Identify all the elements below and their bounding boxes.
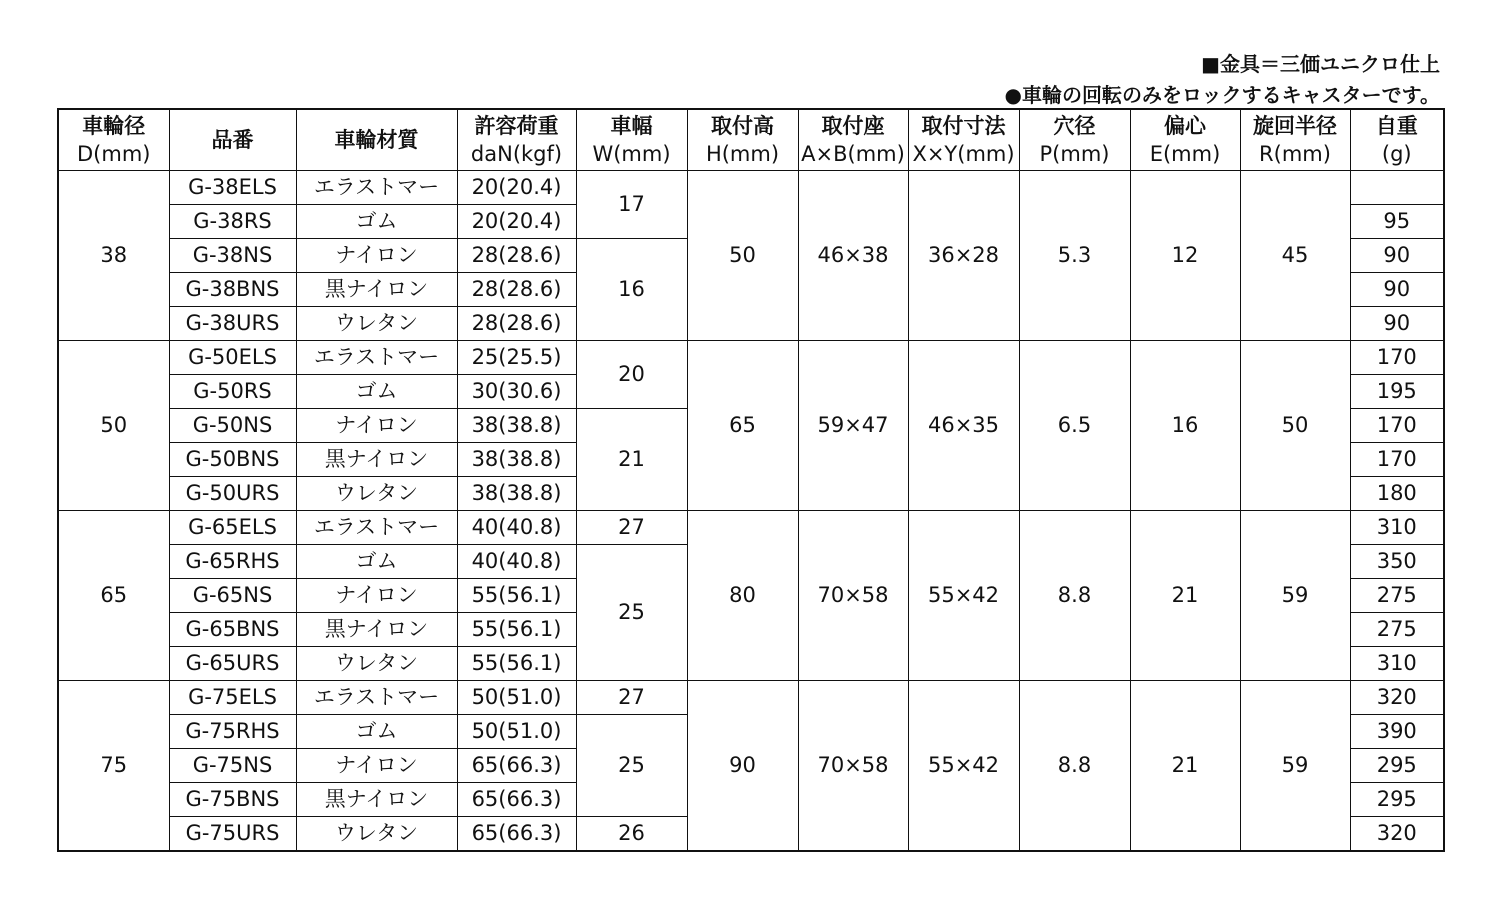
load-cell: 65(66.3) xyxy=(457,817,576,852)
part-number-cell: G-75NS xyxy=(169,749,296,783)
material-cell: ナイロン xyxy=(296,409,457,443)
mount-height-cell: 90 xyxy=(687,681,798,852)
hole-diameter-cell: 8.8 xyxy=(1019,511,1130,681)
part-number-cell: G-75RHS xyxy=(169,715,296,749)
header-label: 取付高 xyxy=(711,113,774,138)
weight-cell: 350 xyxy=(1350,545,1444,579)
wheel-width-cell: 27 xyxy=(576,681,687,715)
wheel-width-cell: 25 xyxy=(576,545,687,681)
weight-cell: 180 xyxy=(1350,477,1444,511)
wheel-width-cell: 16 xyxy=(576,239,687,341)
header-swivel-radius xyxy=(1240,109,1350,171)
mount-plate-cell: 70×58 xyxy=(798,511,908,681)
load-cell: 38(38.8) xyxy=(457,409,576,443)
header-label: 許容荷重 xyxy=(474,113,559,138)
material-cell: ウレタン xyxy=(296,307,457,341)
part-number-cell: G-50URS xyxy=(169,477,296,511)
mount-height-cell: 80 xyxy=(687,511,798,681)
load-cell: 28(28.6) xyxy=(457,239,576,273)
part-number-cell: G-65ELS xyxy=(169,511,296,545)
offset-cell: 21 xyxy=(1130,681,1240,852)
load-cell: 38(38.8) xyxy=(457,477,576,511)
load-cell: 20(20.4) xyxy=(457,171,576,205)
material-cell: ナイロン xyxy=(296,579,457,613)
wheel-width-cell: 21 xyxy=(576,409,687,511)
load-cell: 20(20.4) xyxy=(457,205,576,239)
table-row xyxy=(58,341,1444,375)
material-cell: 黒ナイロン xyxy=(296,783,457,817)
header-label: 旋回半径 xyxy=(1253,113,1337,138)
header-unit: H(mm) xyxy=(705,142,780,166)
header-diameter xyxy=(58,109,169,171)
part-number-cell: G-50NS xyxy=(169,409,296,443)
load-cell: 55(56.1) xyxy=(457,613,576,647)
wheel-width-cell: 17 xyxy=(576,171,687,239)
offset-cell: 21 xyxy=(1130,511,1240,681)
header-label: 偏心 xyxy=(1164,113,1206,138)
part-number-cell: G-50BNS xyxy=(169,443,296,477)
part-number-cell: G-50ELS xyxy=(169,341,296,375)
load-cell: 65(66.3) xyxy=(457,749,576,783)
diameter-cell: 38 xyxy=(58,171,169,341)
material-cell: 黒ナイロン xyxy=(296,443,457,477)
part-number-cell: G-38URS xyxy=(169,307,296,341)
mount-pitch-cell: 46×35 xyxy=(908,341,1019,511)
weight-cell: 195 xyxy=(1350,375,1444,409)
load-cell: 50(51.0) xyxy=(457,715,576,749)
load-cell: 28(28.6) xyxy=(457,307,576,341)
diameter-cell: 65 xyxy=(58,511,169,681)
header-unit: P(mm) xyxy=(1039,142,1110,166)
material-cell: ウレタン xyxy=(296,817,457,852)
part-number-cell: G-50RS xyxy=(169,375,296,409)
header-unit: D(mm) xyxy=(77,142,151,166)
material-cell: エラストマー xyxy=(296,171,457,205)
header-weight xyxy=(1350,109,1444,171)
mount-pitch-cell: 36×28 xyxy=(908,171,1019,341)
weight-cell: 295 xyxy=(1350,749,1444,783)
material-cell: エラストマー xyxy=(296,511,457,545)
part-number-cell: G-38RS xyxy=(169,205,296,239)
swivel-radius-cell: 45 xyxy=(1240,171,1350,341)
lock-note: ●車輪の回転のみをロックするキャスターです。 xyxy=(1004,83,1440,107)
material-cell: ナイロン xyxy=(296,239,457,273)
header-unit: R(mm) xyxy=(1259,142,1331,166)
load-cell: 65(66.3) xyxy=(457,783,576,817)
header-label: 穴径 xyxy=(1053,113,1096,138)
weight-cell: 95 xyxy=(1350,205,1444,239)
caster-spec-table xyxy=(57,108,1445,852)
weight-cell: 390 xyxy=(1350,715,1444,749)
material-cell: ウレタン xyxy=(296,647,457,681)
part-number-cell: G-38NS xyxy=(169,239,296,273)
hole-diameter-cell: 6.5 xyxy=(1019,341,1130,511)
header-mount-height xyxy=(687,109,798,171)
mount-height-cell: 65 xyxy=(687,341,798,511)
header-label: 品番 xyxy=(211,127,254,152)
header-part-number xyxy=(169,109,296,171)
part-number-cell: G-38BNS xyxy=(169,273,296,307)
offset-cell: 16 xyxy=(1130,341,1240,511)
part-number-cell: G-75URS xyxy=(169,817,296,852)
swivel-radius-cell: 59 xyxy=(1240,681,1350,852)
hole-diameter-cell: 5.3 xyxy=(1019,171,1130,341)
weight-cell: 90 xyxy=(1350,273,1444,307)
header-row xyxy=(58,109,1444,171)
mount-pitch-cell: 55×42 xyxy=(908,511,1019,681)
weight-cell: 90 xyxy=(1350,239,1444,273)
material-cell: ナイロン xyxy=(296,749,457,783)
weight-cell: 310 xyxy=(1350,511,1444,545)
mount-plate-cell: 46×38 xyxy=(798,171,908,341)
load-cell: 40(40.8) xyxy=(457,545,576,579)
load-cell: 38(38.8) xyxy=(457,443,576,477)
header-allowable-load xyxy=(457,109,576,171)
header-unit: daN(kgf) xyxy=(470,142,563,166)
mount-height-cell: 50 xyxy=(687,171,798,341)
header-mount-pitch xyxy=(908,109,1019,171)
diameter-cell: 75 xyxy=(58,681,169,852)
wheel-width-cell: 27 xyxy=(576,511,687,545)
header-label: 車輪材質 xyxy=(334,127,419,152)
load-cell: 30(30.6) xyxy=(457,375,576,409)
weight-cell: 295 xyxy=(1350,783,1444,817)
header-mount-plate xyxy=(798,109,908,171)
finish-note: ■金具＝三価ユニクロ仕上 xyxy=(1201,52,1440,76)
table-row xyxy=(58,681,1444,715)
part-number-cell: G-38ELS xyxy=(169,171,296,205)
table-row xyxy=(58,171,1444,205)
load-cell: 50(51.0) xyxy=(457,681,576,715)
weight-cell: 320 xyxy=(1350,681,1444,715)
load-cell: 25(25.5) xyxy=(457,341,576,375)
mount-plate-cell: 59×47 xyxy=(798,341,908,511)
load-cell: 28(28.6) xyxy=(457,273,576,307)
table-body xyxy=(58,171,1444,852)
part-number-cell: G-75ELS xyxy=(169,681,296,715)
mount-pitch-cell: 55×42 xyxy=(908,681,1019,852)
weight-cell: 320 xyxy=(1350,817,1444,852)
material-cell: エラストマー xyxy=(296,341,457,375)
weight-cell: 275 xyxy=(1350,579,1444,613)
hole-diameter-cell: 8.8 xyxy=(1019,681,1130,852)
header-unit: (g) xyxy=(1381,142,1412,166)
weight-cell: 170 xyxy=(1350,341,1444,375)
material-cell: ゴム xyxy=(296,715,457,749)
header-label: 取付寸法 xyxy=(921,113,1006,138)
header-label: 車輪径 xyxy=(82,113,146,138)
material-cell: ゴム xyxy=(296,545,457,579)
part-number-cell: G-65URS xyxy=(169,647,296,681)
header-label: 取付座 xyxy=(821,113,885,138)
header-material xyxy=(296,109,457,171)
weight-cell xyxy=(1350,171,1444,205)
header-label: 自重 xyxy=(1375,113,1418,138)
material-cell: ウレタン xyxy=(296,477,457,511)
part-number-cell: G-65NS xyxy=(169,579,296,613)
wheel-width-cell: 20 xyxy=(576,341,687,409)
load-cell: 55(56.1) xyxy=(457,579,576,613)
material-cell: エラストマー xyxy=(296,681,457,715)
table-row xyxy=(58,511,1444,545)
header-unit: A×B(mm) xyxy=(801,142,905,166)
header-hole-diameter xyxy=(1019,109,1130,171)
load-cell: 40(40.8) xyxy=(457,511,576,545)
mount-plate-cell: 70×58 xyxy=(798,681,908,852)
header-wheel-width xyxy=(576,109,687,171)
material-cell: 黒ナイロン xyxy=(296,273,457,307)
part-number-cell: G-65BNS xyxy=(169,613,296,647)
material-cell: ゴム xyxy=(296,375,457,409)
wheel-width-cell: 25 xyxy=(576,715,687,817)
part-number-cell: G-65RHS xyxy=(169,545,296,579)
header-label: 車幅 xyxy=(610,113,653,138)
header-unit: E(mm) xyxy=(1149,142,1221,166)
weight-cell: 170 xyxy=(1350,443,1444,477)
header-offset xyxy=(1130,109,1240,171)
weight-cell: 275 xyxy=(1350,613,1444,647)
part-number-cell: G-75BNS xyxy=(169,783,296,817)
swivel-radius-cell: 50 xyxy=(1240,341,1350,511)
wheel-width-cell: 26 xyxy=(576,817,687,852)
material-cell: 黒ナイロン xyxy=(296,613,457,647)
weight-cell: 310 xyxy=(1350,647,1444,681)
header-unit: X×Y(mm) xyxy=(912,142,1015,166)
weight-cell: 90 xyxy=(1350,307,1444,341)
material-cell: ゴム xyxy=(296,205,457,239)
offset-cell: 12 xyxy=(1130,171,1240,341)
header-unit: W(mm) xyxy=(592,142,671,166)
weight-cell: 170 xyxy=(1350,409,1444,443)
diameter-cell: 50 xyxy=(58,341,169,511)
load-cell: 55(56.1) xyxy=(457,647,576,681)
swivel-radius-cell: 59 xyxy=(1240,511,1350,681)
